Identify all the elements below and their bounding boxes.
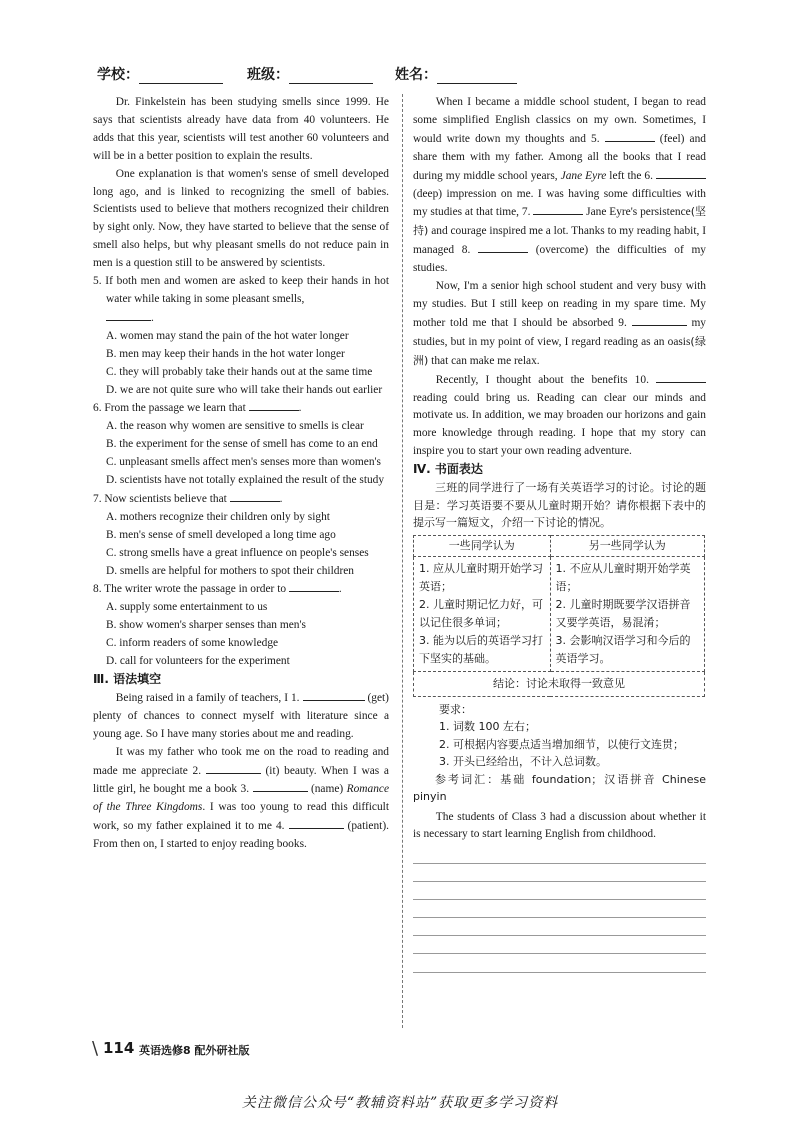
text: and courage inspired me a lot. Thanks to my reading habit, I managed 8. [413,225,707,257]
writing-line[interactable] [413,864,706,882]
stem-end: . [279,492,283,505]
option: A. the reason why women are sensitive to smells is clear [106,420,364,433]
question-stem [93,273,389,328]
text: (patient). From then on, I started to enjoy reading books. [93,820,389,851]
writing-line[interactable] [413,845,706,863]
name-field [395,64,517,84]
table-conclusion: 结论：讨论未取得一致意见 [414,671,705,696]
section-3-heading: Ⅲ. 语法填空 [93,672,162,686]
option: C. inform readers of some knowledge [106,637,279,650]
option: D. smells are helpful for mothers to spot their children [106,564,355,577]
requirement-item: 1. 词数 100 左右； [439,720,536,734]
passage-paragraph-1: Dr. Finkelstein has been studying smells since 1999. He says that scientists already have data from 40 volunteers. He adds that this year, scientists will test another 60 volunteers and will be in a better position to explain the results. [93,96,389,162]
writing-line[interactable] [413,900,706,918]
text: left the 6. [609,169,653,182]
stem-text: 8. The writer wrote the passage in order to [93,583,287,596]
page-number: 114 [103,1039,135,1057]
answer-blank [206,762,261,774]
requirements [413,701,706,806]
answer-blank [303,689,365,701]
text: (坚持) [413,205,706,238]
text: Recently, I thought about the benefits 10. [435,373,649,386]
grammar-paragraph-2 [93,744,389,854]
book-label: 英语选修8 配外研社版 [139,1044,250,1057]
page-header [97,64,717,84]
grammar-paragraph-3 [413,94,706,278]
writing-line[interactable] [413,936,706,954]
text: (deep) impression on me. I was having some difficulties with my studies at that time, 7. [413,187,706,219]
option: A. supply some entertainment to us [106,601,268,614]
answer-blank [656,167,706,179]
footer-slash-icon: \ [92,1038,99,1059]
writing-lines [413,845,706,972]
option: D. we are not quite sure who will take their hands out earlier [106,383,383,396]
writing-line[interactable] [413,882,706,900]
stem-end: . [298,402,302,415]
text: (feel) and share them with my father. Among all the books that I read during my middle school years, [413,132,706,182]
option: C. unpleasant smells affect men's senses more than women's [106,456,381,469]
requirements-title: 要求： [439,702,472,716]
answer-blank [289,580,339,592]
table-cell-col1 [414,556,551,671]
question-stem [93,490,389,509]
right-column [413,94,706,973]
list-item: 2. 儿童时期既要学汉语拼音又要学英语，易混淆； [555,597,691,629]
answer-blank [230,490,280,502]
option: D. scientists have not totally explained the result of the study [106,474,385,487]
book-title: Jane Eyre [560,169,607,182]
answer-blank [533,203,583,215]
answer-blank [632,314,687,326]
writing-line[interactable] [413,918,706,936]
list-item: 1. 不应从儿童时期开始学英语； [555,561,691,593]
book-title: Romance of the Three Kingdoms [93,783,390,814]
writing-intro: 三班的同学进行了一场有关英语学习的讨论。讨论的题目是：学习英语要不要从儿童时期开始？请你根据下表中的提示写一篇短文，介绍一下讨论的情况。 [413,481,706,530]
watermark: 关注微信公众号“教辅资料站”获取更多学习资料 [241,1095,559,1111]
text: Jane Eyre's persistence [586,206,691,219]
answer-blank [605,130,655,142]
answer-blank [253,780,308,792]
stem-text: 6. From the passage we learn that [93,402,246,415]
answer-blank [478,241,528,253]
text: (get) plenty of chances to connect myself with literature since a young age. So I have many stories about me and reading. [93,691,389,740]
stem-end: . [151,311,154,324]
question-8 [93,580,389,671]
class-line [289,69,373,84]
class-label: 班级： [247,67,289,83]
text: (overcome) the difficulties of my studies. [413,244,707,275]
answer-blank [656,371,706,383]
writing-line[interactable] [413,954,706,972]
name-line [437,69,517,84]
option: C. they will probably take their hands out at the same time [106,365,373,378]
list-item: 2. 儿童时期记忆力好，可以记住很多单词； [419,597,543,629]
discussion-table [413,535,705,697]
school-line [139,69,223,84]
stem-end: . [338,583,342,596]
option: A. mothers recognize their children only by sight [106,510,330,523]
reference-vocabulary: 参考词汇：基础 foundation；汉语拼音 Chinese pinyin [413,772,706,804]
option: B. men may keep their hands in the hot water longer [106,347,345,360]
name-label: 姓名： [395,67,437,83]
option: B. show women's sharper senses than men's [106,619,306,632]
question-stem [93,580,389,599]
text: my studies, but in my point of view, I regard reading as an oasis [413,316,706,348]
section-4-heading: Ⅳ. 书面表达 [413,462,483,477]
school-field [97,64,223,84]
text: (name) [310,783,344,796]
option: B. the experiment for the sense of smell has come to an end [106,438,378,451]
essay-starter: The students of Class 3 had a discussion about whether it is necessary to start learning English from childhood. [413,810,706,841]
answer-blank [289,817,344,829]
requirement-item: 2. 可根据内容要点适当增加细节，以使行文连贯； [439,737,684,751]
text: (绿洲) [413,334,706,367]
stem-text: 5. If both men and women are asked to keep their hands in hot water while taking in some pleasant smells, [93,275,389,305]
column-divider [402,94,403,1028]
stem-text: 7. Now scientists believe that [93,492,227,505]
table-head-col1: 一些同学认为 [414,535,551,556]
table-cell-col2 [550,556,705,671]
text: It was my father who took me on the road to reading and made me appreciate 2. [93,745,389,777]
requirement-item: 3. 开头已经给出，不计入总词数。 [439,755,607,769]
text: that can make me relax. [431,354,540,367]
question-7 [93,490,389,581]
option: D. call for volunteers for the experiment [106,655,290,668]
list-item: 3. 能为以后的英语学习打下坚实的基础。 [419,633,543,665]
option: C. strong smells have a great influence on people's senses [106,546,369,559]
text: Now, I'm a senior high school student and very busy with my studies. But I still keep on reading in my spare time. My mother told me that I should be absorbed 9. [413,280,706,329]
list-item: 1. 应从儿童时期开始学习英语； [419,561,543,593]
text: When I became a middle school student, I began to read some simplified English classics on my own. Sometimes, I would write down my thoughts and 5. [413,96,706,145]
text: (it) beauty. When I was a little girl, he bought me a book 3. [93,764,389,796]
list-item: 3. 会影响汉语学习和今后的英语学习。 [555,633,691,665]
grammar-paragraph-5 [413,371,706,462]
option: B. men's sense of smell developed a long time ago [106,528,336,541]
passage-paragraph-2: One explanation is that women's sense of smell developed long ago, and is linked to recognizing the smell of babies. Scientists used to believe that mothers recognized their children by sight only. Now, they have started to believe that the sense of smell also helps, but why pleasant smells do not reduce pain in men is a question still to be answered by scientists. [93,167,389,270]
question-5 [93,273,389,399]
option: A. women may stand the pain of the hot water longer [106,329,349,342]
table-head-col2: 另一些同学认为 [550,535,705,556]
school-label: 学校： [97,67,139,83]
text: reading could bring us. Reading can clear our minds and motivate us. In addition, we may broaden our horizons and gain more knowledge through reading. I hope that my story can inspire you to start your own reading adventure. [413,391,706,458]
question-6 [93,399,389,490]
answer-blank [249,399,299,411]
class-field [247,64,373,84]
left-column [93,94,389,854]
grammar-paragraph-1 [93,689,389,744]
answer-blank [106,309,151,321]
text: . I was too young to read this difficult work, so my father explained it to me 4. [93,801,389,833]
text: Being raised in a family of teachers, I 1. [115,691,300,704]
question-stem [93,399,389,418]
grammar-paragraph-4 [413,278,706,371]
